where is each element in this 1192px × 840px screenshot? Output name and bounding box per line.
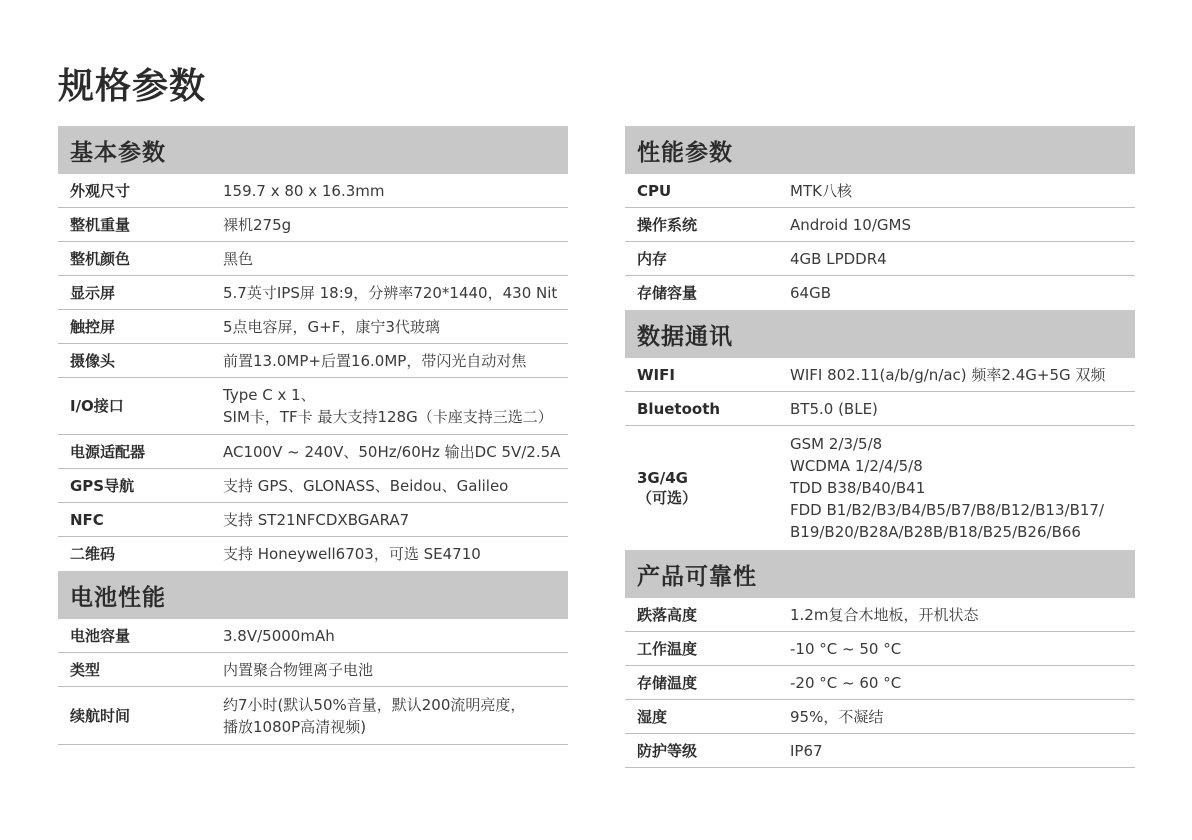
- spec-label: 二维码: [70, 545, 116, 563]
- section-header-performance: 性能参数: [625, 126, 1135, 174]
- spec-row: [58, 469, 568, 503]
- spec-row: [58, 276, 568, 310]
- spec-row: [625, 174, 1135, 208]
- spec-label: 摄像头: [70, 351, 116, 370]
- spec-value: -20 °C ~ 60 °C: [790, 673, 902, 692]
- spec-value: 约7小时(默认50%音量，默认200流明亮度， 播放1080P高清视频): [223, 695, 526, 736]
- spec-label: 工作温度: [637, 639, 698, 658]
- spec-label: 续航时间: [70, 706, 131, 725]
- spec-label: 触控屏: [70, 317, 116, 336]
- spec-label: 类型: [70, 660, 101, 679]
- spec-label: WIFI: [637, 365, 675, 384]
- spec-value: IP67: [790, 741, 823, 760]
- spec-label: 操作系统: [637, 215, 698, 234]
- spec-label: GPS导航: [70, 476, 135, 495]
- spec-row: [58, 503, 568, 537]
- spec-value: 159.7 x 80 x 16.3mm: [223, 181, 385, 200]
- spec-label: 防护等级: [637, 741, 698, 760]
- spec-label: 存储温度: [637, 673, 698, 692]
- spec-row: [625, 242, 1135, 276]
- spec-value: 裸机275g: [223, 215, 292, 234]
- page-title: 规格参数: [58, 66, 207, 107]
- spec-row: [625, 632, 1135, 666]
- spec-value: 支持 ST21NFCDXBGARA7: [223, 510, 410, 529]
- spec-value: 5点电容屏，G+F，康宁3代玻璃: [223, 317, 440, 336]
- spec-row: [58, 653, 568, 687]
- spec-label: CPU: [637, 181, 672, 200]
- section-header-reliability: 产品可靠性: [625, 550, 1135, 598]
- spec-value: 4GB LPDDR4: [790, 249, 887, 268]
- spec-value: 1.2m复合木地板，开机状态: [790, 605, 979, 624]
- spec-value: 支持 GPS、GLONASS、Beidou、Galileo: [223, 476, 509, 495]
- spec-row: [625, 666, 1135, 700]
- right-column: [625, 126, 1135, 768]
- spec-label: 3G/4G （可选）: [637, 469, 698, 507]
- spec-value: Android 10/GMS: [790, 215, 911, 234]
- spec-label: 跌落高度: [637, 605, 698, 624]
- section-header-comm: 数据通讯: [625, 310, 1135, 358]
- spec-label: 湿度: [637, 707, 668, 726]
- spec-value: 内置聚合物锂离子电池: [223, 660, 374, 679]
- spec-value: 5.7英寸IPS屏 18:9，分辨率720*1440，430 Nit: [223, 283, 558, 302]
- spec-row: [625, 276, 1135, 310]
- spec-row: [625, 598, 1135, 632]
- spec-row: [58, 378, 568, 435]
- spec-row: [625, 700, 1135, 734]
- spec-value: 支持 Honeywell6703，可选 SE4710: [223, 545, 481, 563]
- spec-label: 存储容量: [637, 284, 698, 302]
- spec-value: -10 °C ~ 50 °C: [790, 639, 902, 658]
- spec-value: 前置13.0MP+后置16.0MP，带闪光自动对焦: [223, 351, 527, 370]
- spec-value: BT5.0 (BLE): [790, 399, 878, 418]
- section-header-basic: 基本参数: [58, 126, 568, 174]
- spec-label: 电池容量: [70, 626, 131, 645]
- spec-label: 整机颜色: [70, 249, 131, 268]
- spec-label: NFC: [70, 510, 104, 529]
- spec-row: [58, 344, 568, 378]
- spec-value: AC100V ~ 240V、50Hz/60Hz 输出DC 5V/2.5A: [223, 442, 561, 461]
- spec-value: 64GB: [790, 284, 832, 302]
- spec-label: 显示屏: [70, 283, 116, 302]
- spec-value: GSM 2/3/5/8 WCDMA 1/2/4/5/8 TDD B38/B40/B41 FDD B1/B2/B3/B4/B5/B7/B8/B12/B13/B17/ B19/B20/B28A/B28B/B18/B25/B26/B66: [790, 435, 1105, 541]
- spec-row: [625, 392, 1135, 426]
- spec-row: [58, 687, 568, 745]
- spec-row: [625, 358, 1135, 392]
- spec-label: 整机重量: [70, 215, 131, 234]
- spec-value: Type C x 1、 SIM卡，TF卡 最大支持128G（卡座支持三选二）: [223, 386, 553, 426]
- spec-value: 95%，不凝结: [790, 707, 884, 726]
- spec-label: 外观尺寸: [70, 181, 131, 200]
- spec-row: [58, 435, 568, 469]
- left-column: [58, 126, 568, 745]
- spec-label: 内存: [637, 249, 668, 268]
- spec-value: 3.8V/5000mAh: [223, 626, 335, 645]
- spec-value: MTK八核: [790, 181, 852, 200]
- spec-row: [625, 734, 1135, 768]
- spec-row: [58, 537, 568, 571]
- spec-label: 电源适配器: [70, 442, 146, 461]
- spec-row: [58, 174, 568, 208]
- spec-value: 黑色: [223, 249, 254, 268]
- spec-row: [625, 426, 1135, 550]
- spec-label: I/O接口: [70, 397, 124, 415]
- spec-label: Bluetooth: [637, 399, 721, 418]
- spec-value: WIFI 802.11(a/b/g/n/ac) 频率2.4G+5G 双频: [790, 365, 1106, 384]
- section-header-battery: 电池性能: [58, 571, 568, 619]
- spec-row: [58, 208, 568, 242]
- spec-row: [58, 242, 568, 276]
- spec-row: [58, 619, 568, 653]
- spec-row: [58, 310, 568, 344]
- spec-row: [625, 208, 1135, 242]
